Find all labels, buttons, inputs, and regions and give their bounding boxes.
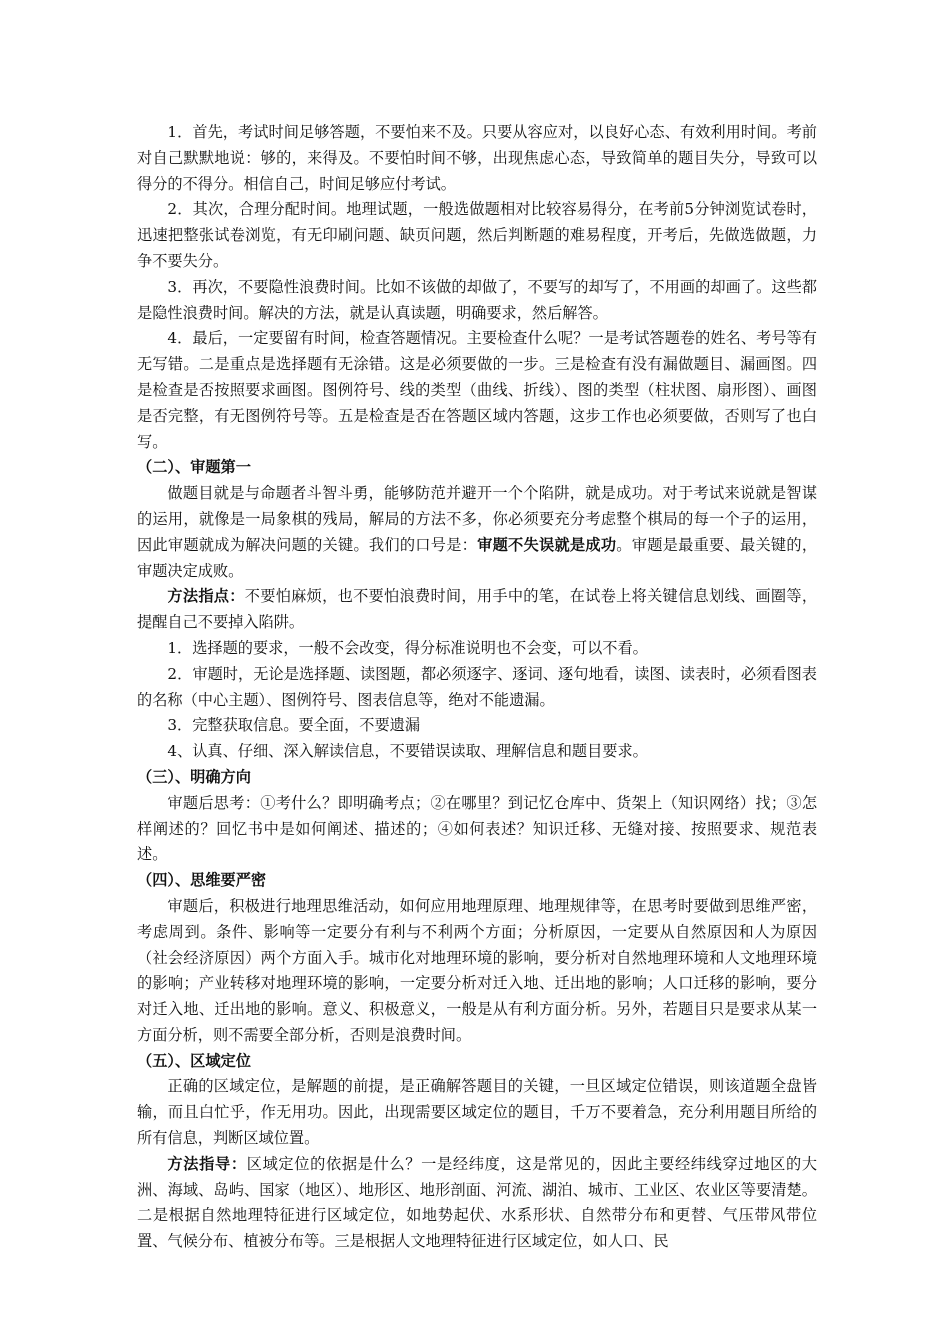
lead-label: 方法指点： bbox=[167, 587, 245, 606]
text-segment: 做题目就是与命题者斗智斗勇，能够防范并避开一个个陷阱，就是成功。对于考试来说就是智谋的运用，就像是一局象棋的残局，解局的方法不多，你必须要充分考虑整个棋局的每一个子的运用，因此审题就成为解决问题的关键。我们的口号是： bbox=[137, 484, 817, 554]
text-segment: 不要怕麻烦，也不要怕浪费时间，用手中的笔，在试卷上将关键信息划线、画圈等，提醒自己不要掉入陷阱。 bbox=[137, 587, 818, 632]
section-heading-5: （五）、区域定位 bbox=[137, 1051, 251, 1070]
paragraph-review-2: 2．审题时，无论是选择题、读图题，都必须逐字、逐词、逐句地看，读图、读表时，必须看图表的名称（中心主题）、图例符号、图表信息等，绝对不能遗漏。 bbox=[137, 664, 817, 709]
text-segment: 。审题是最重要、最关键的，审题决定成败。 bbox=[137, 535, 818, 580]
paragraph-1: 1．首先，考试时间足够答题，不要怕来不及。只要从容应对，以良好心态、有效利用时间。考前对自己默默地说：够的，来得及。不要怕时间不够，出现焦虑心态，导致简单的题目失分，导致可以得分的不得分。相信自己，时间足够应付考试。 bbox=[137, 123, 817, 193]
paragraph-3: 3．再次，不要隐性浪费时间。比如不该做的却做了，不要写的却写了，不用画的却画了。这些都是隐性浪费时间。解决的方法，就是认真读题，明确要求，然后解答。 bbox=[137, 277, 817, 322]
paragraph-method-tip bbox=[137, 584, 817, 636]
paragraph-4: 4．最后，一定要留有时间，检查答题情况。主要检查什么呢？一是考试答题卷的姓名、考号等有无写错。二是重点是选择题有无涂错。这是必须要做的一步。三是检查有没有漏做题目、漏画图。四是检查是否按照要求画图。图例符号、线的类型（曲线、折线）、图的类型（柱状图、扇形图）、画图是否完整，有无图例符号等。五是检查是否在答题区域内答题，这步工作也必须要做，否则写了也白写。 bbox=[137, 329, 817, 451]
section-heading-3: （三）、明确方向 bbox=[137, 767, 251, 786]
paragraph-review-3: 3．完整获取信息。要全面，不要遗漏 bbox=[167, 716, 421, 735]
text-segment: 区域定位的依据是什么？一是经纬度，这是常见的，因此主要经纬线穿过地区的大洲、海域、岛屿、国家（地区）、地形区、地形剖面、河流、湖泊、城市、工业区、农业区等要清楚。二是根据自然地理特征进行区域定位，如地势起伏、水系形状、自然带分布和更替、气压带风带位置、气候分布、植被分布等。三是根据人文地理特征进行区域定位，如人口、民 bbox=[137, 1154, 818, 1251]
section-heading-2: （二）、审题第一 bbox=[137, 458, 251, 477]
emphasis-text: 审题不失误就是成功 bbox=[477, 535, 617, 554]
lead-label: 方法指导： bbox=[167, 1154, 247, 1173]
section-heading-4: （四）、思维要严密 bbox=[137, 871, 267, 890]
document-page bbox=[137, 120, 817, 1255]
paragraph-review-1: 1．选择题的要求，一般不会改变，得分标准说明也不会变，可以不看。 bbox=[167, 638, 648, 657]
paragraph-2: 2．其次，合理分配时间。地理试题，一般选做题相对比较容易得分，在考前5分钟浏览试卷时，迅速把整张试卷浏览，有无印刷问题、缺页问题，然后判断题的难易程度，开考后，先做选做题，力争不要失分。 bbox=[137, 200, 817, 270]
paragraph-region: 正确的区域定位，是解题的前提，是正确解答题目的关键，一旦区域定位错误，则该道题全盘皆输，而且白忙乎，作无用功。因此，出现需要区域定位的题目，千万不要着急，充分利用题目所给的所有信息，判断区域位置。 bbox=[137, 1077, 817, 1148]
paragraph-review-4: 4、认真、仔细、深入解读信息，不要错误读取、理解信息和题目要求。 bbox=[167, 742, 648, 761]
paragraph-direction: 审题后思考：①考什么？即明确考点；②在哪里？到记忆仓库中、货架上（知识网络）找；③怎样阐述的？回忆书中是如何阐述、描述的；④如何表述？知识迁移、无缝对接、按照要求、规范表述。 bbox=[137, 793, 817, 864]
paragraph-thinking: 审题后，积极进行地理思维活动，如何应用地理原理、地理规律等，在思考时要做到思维严密，考虑周到。条件、影响等一定要分有利与不利两个方面；分析原因，一定要从自然原因和人为原因（社会经济原因）两个方面入手。城市化对地理环境的影响，要分析对自然地理环境和人文地理环境的影响；产业转移对地理环境的影响，一定要分析对迁入地、迁出地的影响；人口迁移的影响，要分对迁入地、迁出地的影响。意义、积极意义，一般是从有利方面分析。另外，若题目只是要求从某一方面分析，则不需要全部分析，否则是浪费时间。 bbox=[137, 896, 817, 1044]
paragraph-review-intro bbox=[137, 481, 817, 584]
paragraph-method-guide bbox=[137, 1152, 817, 1255]
